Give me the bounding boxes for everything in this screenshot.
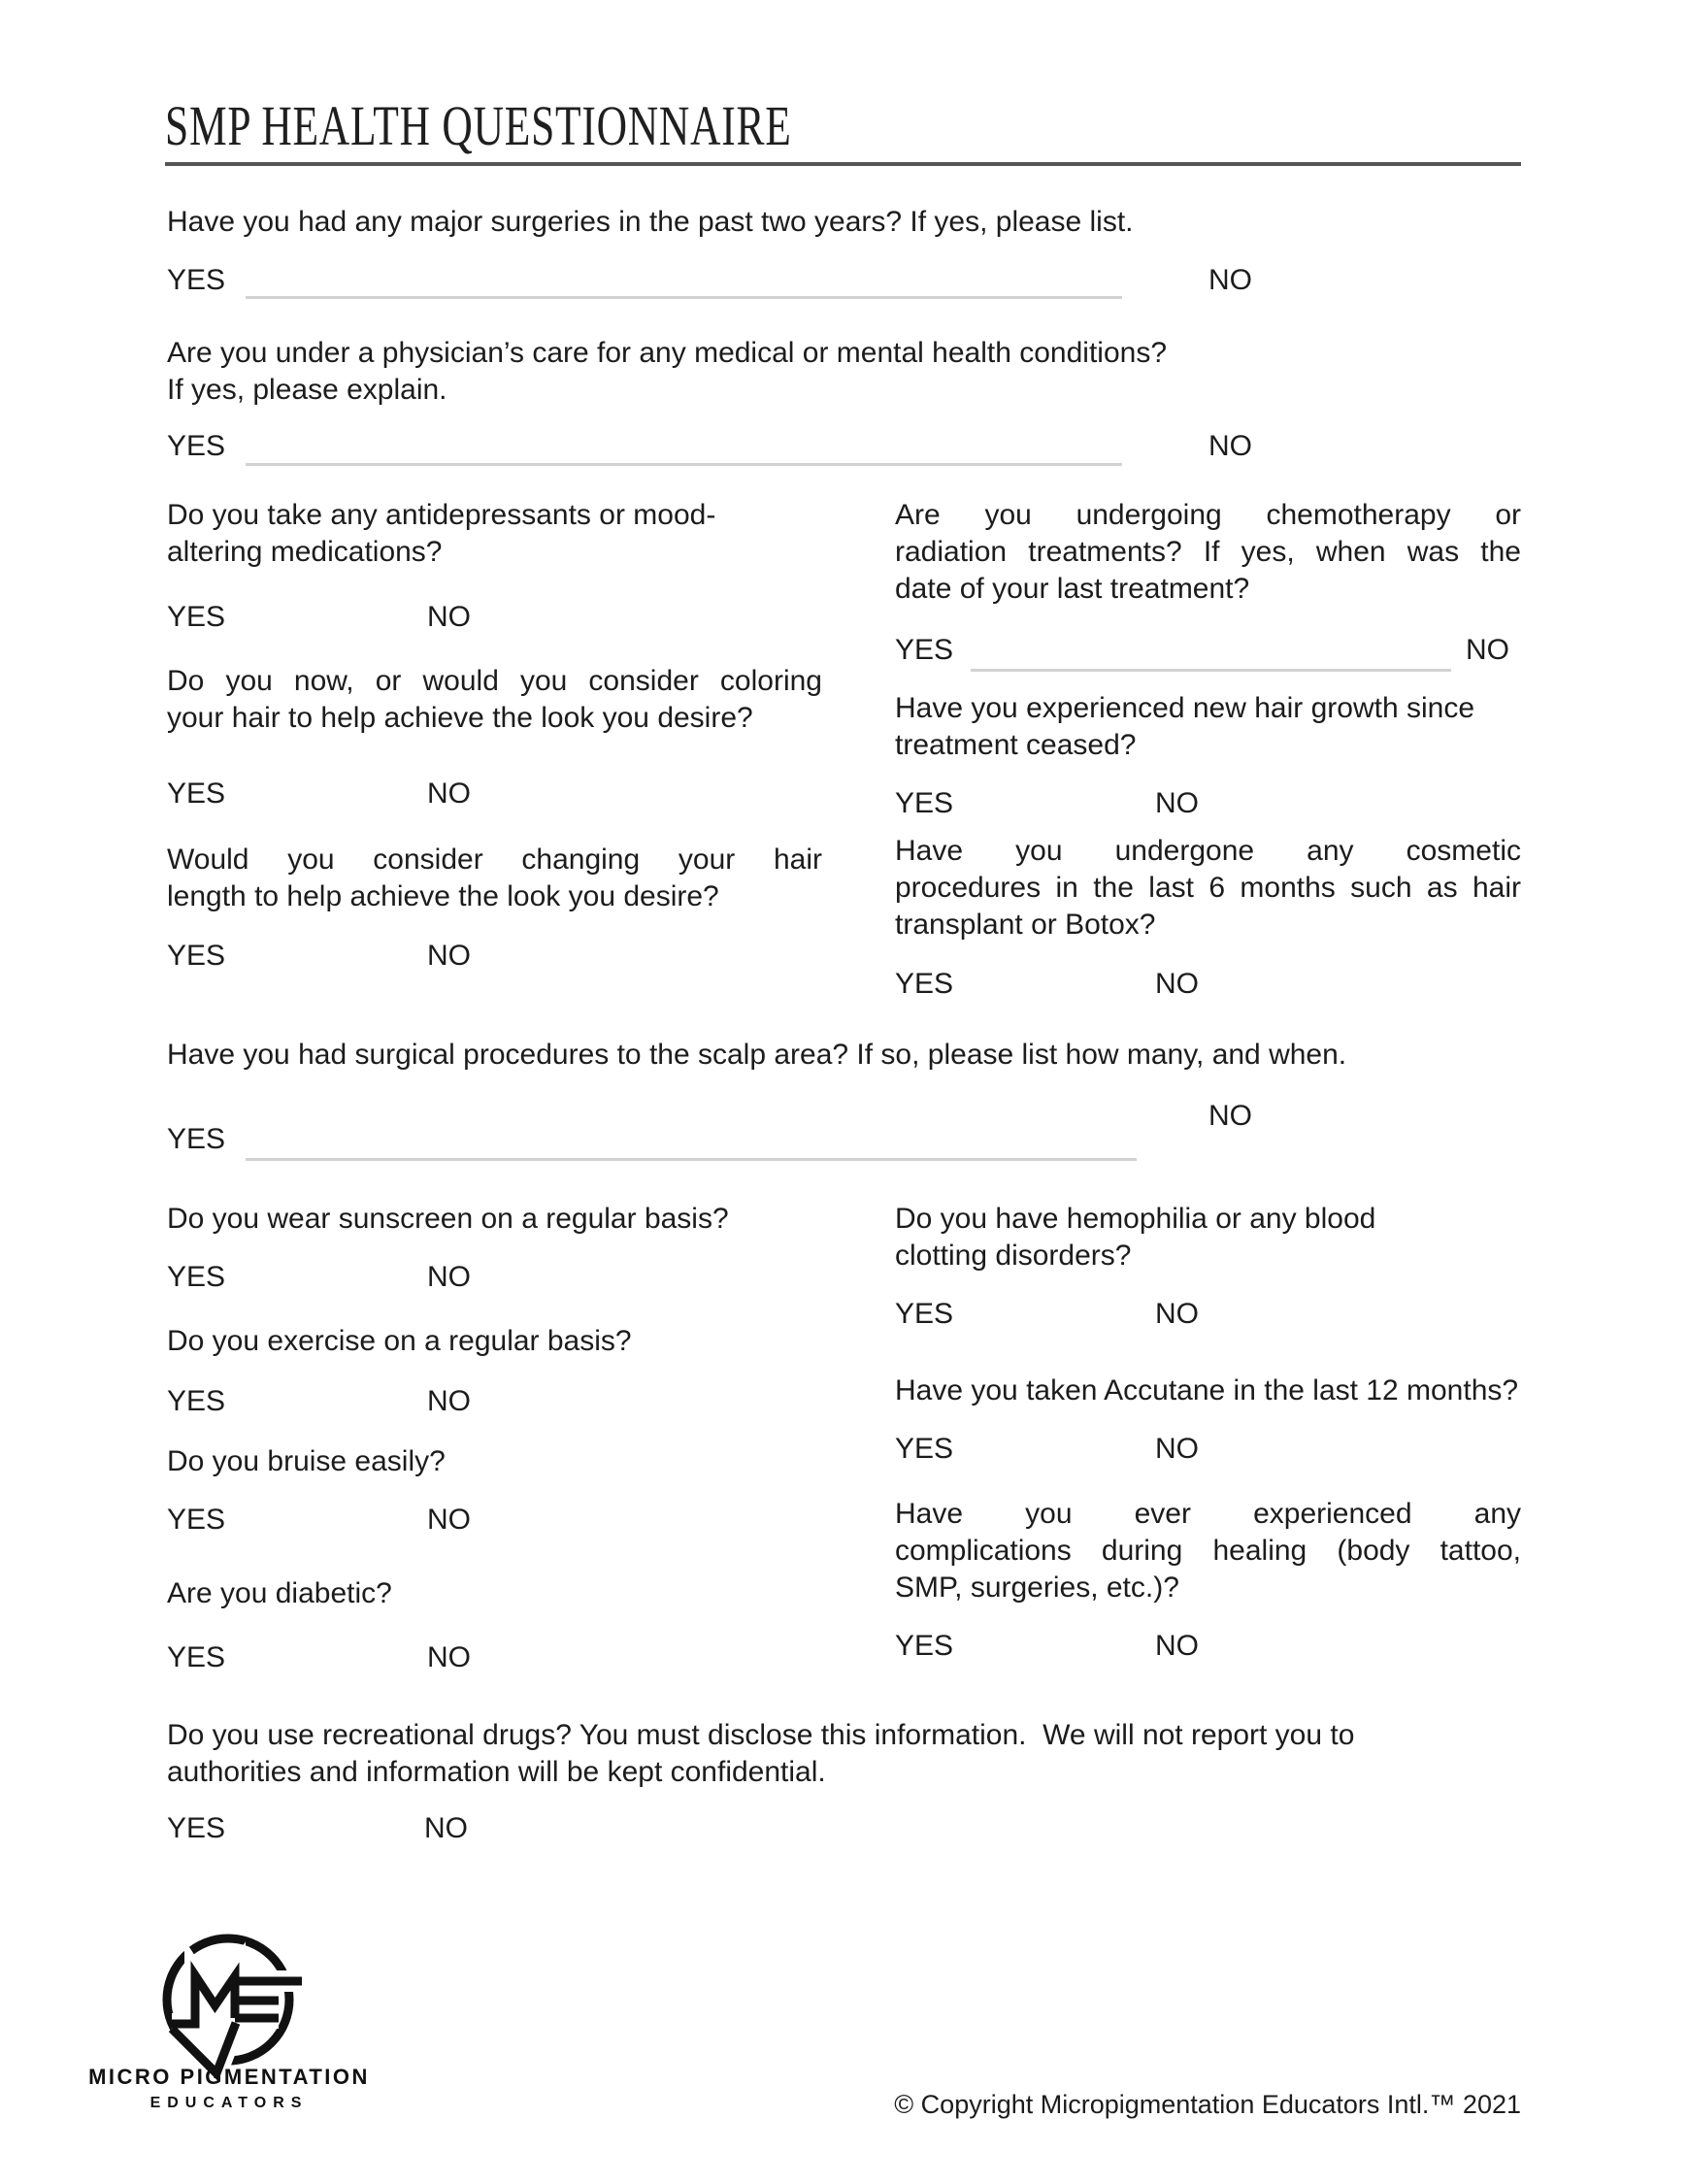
yes-option-scalp-procedures[interactable]: YES	[167, 1123, 226, 1155]
me-monogram-logo	[136, 1920, 320, 2087]
question-healing-complications: Have you ever experienced any complications during healing (body tattoo, SMP, surgeries, etc.)?	[895, 1498, 1521, 1604]
no-option-diabetic[interactable]: NO	[427, 1641, 471, 1673]
yes-option-physician-care[interactable]: YES	[167, 430, 226, 462]
no-option-antidepressants[interactable]: NO	[427, 601, 471, 633]
no-option-sunscreen[interactable]: NO	[427, 1261, 471, 1293]
page-title: SMP HEALTH QUESTIONNAIRE	[165, 94, 792, 157]
yes-option-healing-complications[interactable]: YES	[895, 1630, 954, 1662]
question-chemotherapy: Are you undergoing chemotherapy or radiation treatments? If yes, when was the date of your last treatment?	[895, 499, 1521, 605]
no-option-chemotherapy[interactable]: NO	[1466, 634, 1509, 666]
question-scalp-procedures: Have you had surgical procedures to the scalp area? If so, please list how many, and when.	[167, 1039, 1347, 1071]
question-diabetic: Are you diabetic?	[167, 1577, 392, 1609]
no-option-hair-growth[interactable]: NO	[1155, 787, 1199, 819]
no-option-hair-length[interactable]: NO	[427, 940, 471, 972]
yes-option-hemophilia[interactable]: YES	[895, 1298, 954, 1330]
yes-option-bruise-easily[interactable]: YES	[167, 1504, 226, 1536]
question-cosmetic-procedures: Have you undergone any cosmetic procedures in the last 6 months such as hair transplant or Botox?	[895, 835, 1521, 941]
yes-option-diabetic[interactable]: YES	[167, 1641, 226, 1673]
yes-option-exercise[interactable]: YES	[167, 1385, 226, 1417]
question-bruise-easily: Do you bruise easily?	[167, 1445, 446, 1477]
yes-option-chemotherapy[interactable]: YES	[895, 634, 954, 666]
question-sunscreen: Do you wear sunscreen on a regular basis?	[167, 1203, 729, 1235]
answer-line-chemotherapy[interactable]	[971, 669, 1451, 672]
yes-option-hair-length[interactable]: YES	[167, 940, 226, 972]
question-hair-coloring: Do you now, or would you consider coloring your hair to help achieve the look you desire?	[167, 665, 822, 734]
answer-line-scalp-procedures[interactable]	[246, 1158, 1137, 1161]
copyright-notice: © Copyright Micropigmentation Educators Intl.™ 2021	[894, 2090, 1521, 2119]
title-divider	[165, 162, 1521, 166]
question-surgeries: Have you had any major surgeries in the past two years? If yes, please list.	[167, 206, 1134, 238]
yes-option-accutane[interactable]: YES	[895, 1433, 954, 1465]
no-option-accutane[interactable]: NO	[1155, 1433, 1199, 1465]
yes-option-recreational-drugs[interactable]: YES	[167, 1812, 226, 1844]
no-option-cosmetic-procedures[interactable]: NO	[1155, 968, 1199, 1000]
no-option-scalp-procedures[interactable]: NO	[1208, 1100, 1252, 1132]
question-hair-growth: Have you experienced new hair growth since treatment ceased?	[895, 692, 1474, 761]
question-hair-length: Would you consider changing your hair length to help achieve the look you desire?	[167, 844, 822, 912]
no-option-healing-complications[interactable]: NO	[1155, 1630, 1199, 1662]
no-option-recreational-drugs[interactable]: NO	[424, 1812, 468, 1844]
question-recreational-drugs: Do you use recreational drugs? You must disclose this information. We will not report you to authorities and information will be kept confidential.	[167, 1719, 1355, 1788]
no-option-physician-care[interactable]: NO	[1208, 430, 1252, 462]
yes-option-hair-growth[interactable]: YES	[895, 787, 954, 819]
yes-option-antidepressants[interactable]: YES	[167, 601, 226, 633]
logo-name-line1: MICRO PIGMENTATION	[88, 2065, 370, 2089]
logo-name-line2: EDUCATORS	[149, 2095, 309, 2111]
question-exercise: Do you exercise on a regular basis?	[167, 1325, 632, 1357]
no-option-surgeries[interactable]: NO	[1208, 264, 1252, 296]
question-accutane: Have you taken Accutane in the last 12 months?	[895, 1374, 1519, 1406]
question-antidepressants: Do you take any antidepressants or mood- altering medications?	[167, 499, 716, 568]
no-option-exercise[interactable]: NO	[427, 1385, 471, 1417]
question-hemophilia: Do you have hemophilia or any blood clotting disorders?	[895, 1203, 1376, 1272]
question-physician-care: Are you under a physician’s care for any medical or mental health conditions? If yes, please explain.	[167, 337, 1168, 406]
no-option-hemophilia[interactable]: NO	[1155, 1298, 1199, 1330]
yes-option-sunscreen[interactable]: YES	[167, 1261, 226, 1293]
answer-line-physician-care[interactable]	[246, 463, 1122, 466]
yes-option-cosmetic-procedures[interactable]: YES	[895, 968, 954, 1000]
yes-option-surgeries[interactable]: YES	[167, 264, 226, 296]
yes-option-hair-coloring[interactable]: YES	[167, 778, 226, 810]
no-option-bruise-easily[interactable]: NO	[427, 1504, 471, 1536]
answer-line-surgeries[interactable]	[246, 296, 1122, 299]
no-option-hair-coloring[interactable]: NO	[427, 778, 471, 810]
